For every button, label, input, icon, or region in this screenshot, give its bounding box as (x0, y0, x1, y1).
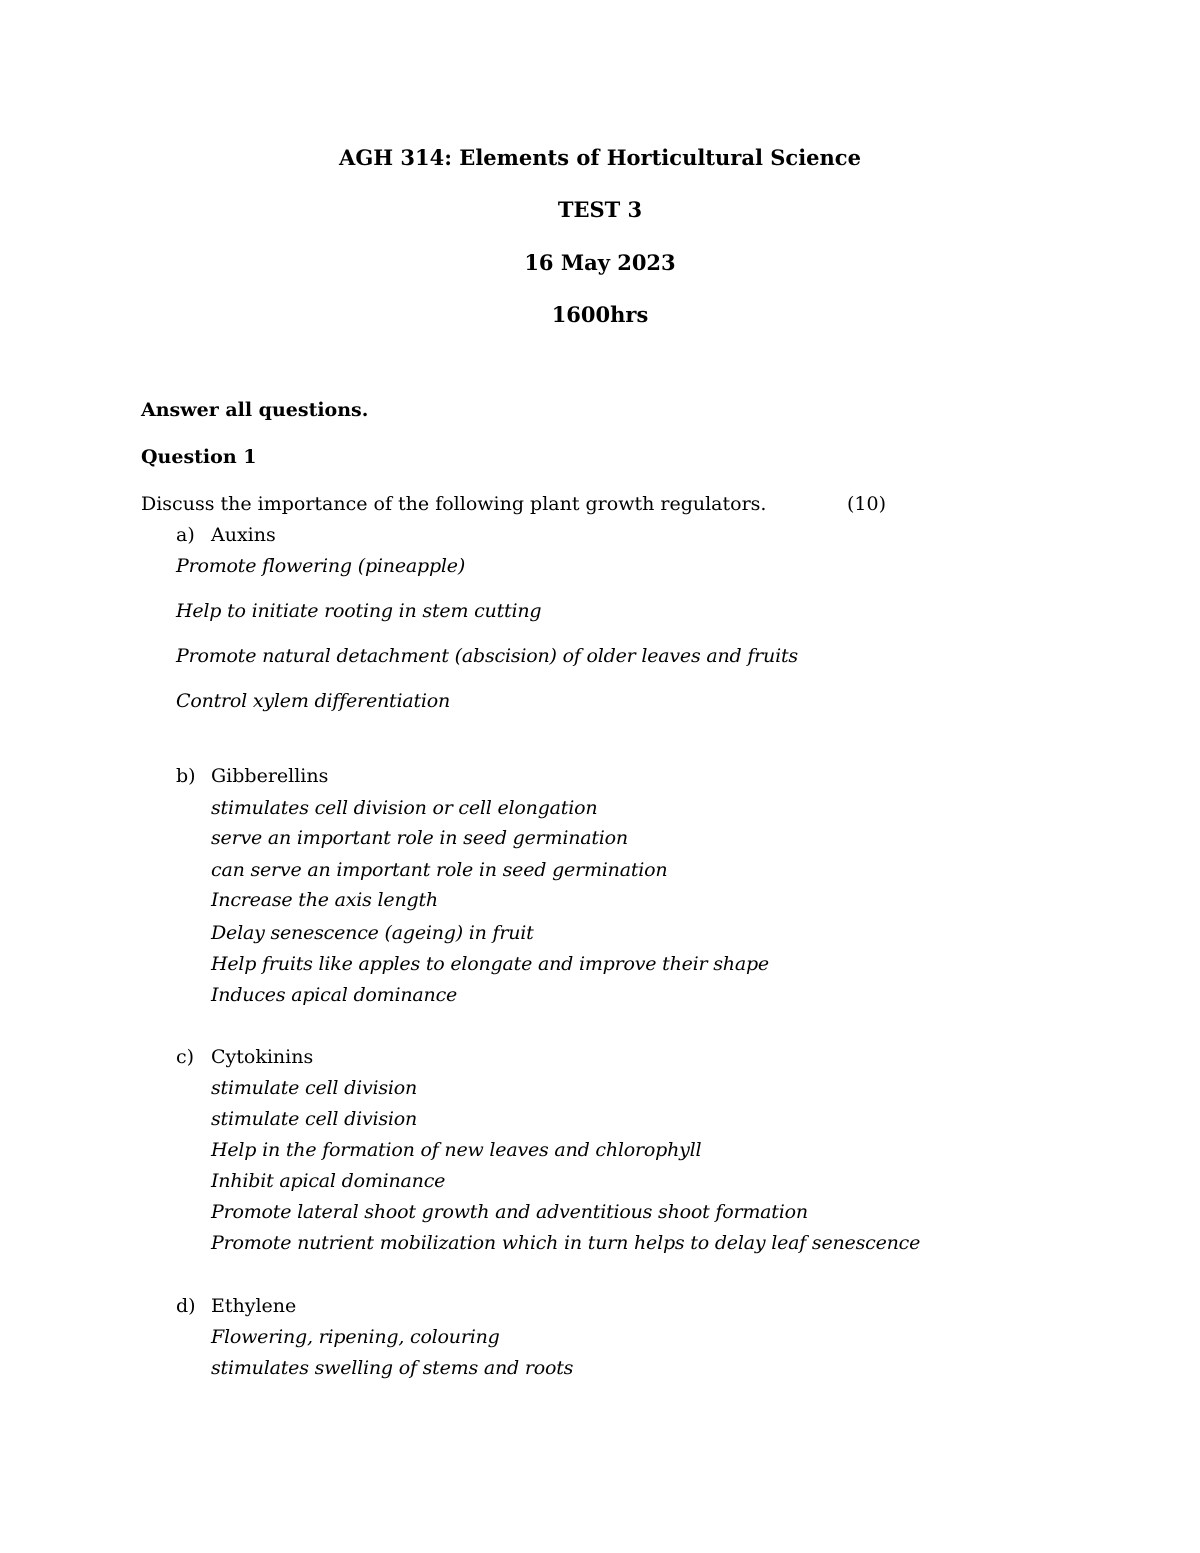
answer-line: stimulate cell division (211, 1108, 418, 1130)
answer-line: stimulates cell division or cell elongation (211, 797, 598, 819)
answer-line: Inhibit apical dominance (211, 1170, 446, 1192)
answer-line: Promote natural detachment (abscision) of older leaves and fruits (176, 645, 798, 667)
item-label-c: c) (176, 1046, 195, 1068)
item-name-auxins: Auxins (211, 524, 276, 546)
answer-line: Promote lateral shoot growth and adventitious shoot formation (211, 1201, 808, 1223)
test-date: 16 May 2023 (524, 250, 676, 275)
answer-line: Promote flowering (pineapple) (176, 555, 466, 577)
answer-line: Induces apical dominance (211, 984, 458, 1006)
instruction: Answer all questions. (141, 399, 369, 421)
question-marks: (10) (847, 493, 887, 515)
test-time: 1600hrs (551, 302, 649, 327)
item-name-gibberellins: Gibberellins (211, 765, 329, 787)
question-heading: Question 1 (141, 446, 257, 468)
answer-line: serve an important role in seed germination (211, 827, 628, 849)
test-title: TEST 3 (557, 197, 643, 222)
item-label-d: d) (176, 1295, 196, 1317)
answer-line: Help to initiate rooting in stem cutting (176, 600, 542, 622)
item-name-cytokinins: Cytokinins (211, 1046, 314, 1068)
item-name-ethylene: Ethylene (211, 1295, 297, 1317)
item-label-b: b) (176, 765, 196, 787)
answer-line: stimulates swelling of stems and roots (211, 1357, 574, 1379)
answer-line: Control xylem differentiation (176, 690, 451, 712)
course-title: AGH 314: Elements of Horticultural Science (339, 145, 861, 170)
answer-line: Increase the axis length (211, 889, 438, 911)
item-label-a: a) (176, 524, 195, 546)
answer-line: Flowering, ripening, colouring (211, 1326, 500, 1348)
answer-line: Help in the formation of new leaves and chlorophyll (211, 1139, 702, 1161)
answer-line: can serve an important role in seed germination (211, 859, 668, 881)
answer-line: stimulate cell division (211, 1077, 418, 1099)
answer-line: Delay senescence (ageing) in fruit (211, 922, 534, 944)
answer-line: Promote nutrient mobilization which in turn helps to delay leaf senescence (211, 1232, 921, 1254)
question-prompt: Discuss the importance of the following plant growth regulators. (141, 493, 767, 515)
answer-line: Help fruits like apples to elongate and improve their shape (211, 953, 769, 975)
